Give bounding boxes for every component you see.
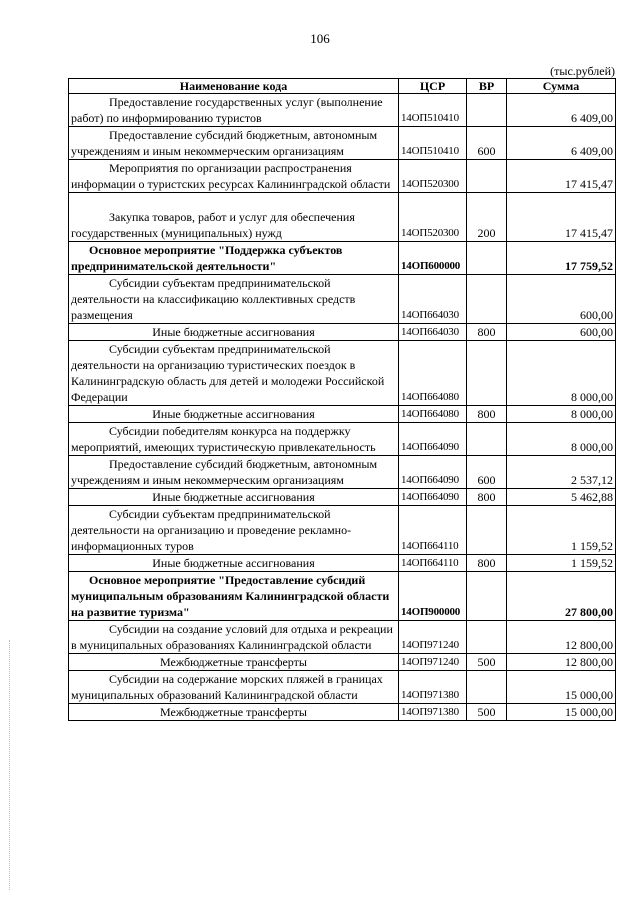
row-name xyxy=(69,127,399,160)
row-name-text: Мероприятия по организации распространения информации о туристских ресурсах Калининградской области xyxy=(71,161,391,191)
row-vr xyxy=(467,242,507,275)
row-name xyxy=(69,456,399,489)
row-sum: 27 800,00 xyxy=(507,572,616,621)
row-code: 14ОП971380 xyxy=(399,704,467,721)
row-name xyxy=(69,671,399,704)
row-name-text: Субсидии на содержание морских пляжей в границах муниципальных образований Калининградской области xyxy=(71,672,383,702)
row-vr: 500 xyxy=(467,704,507,721)
row-vr: 200 xyxy=(467,193,507,242)
table-row xyxy=(69,193,616,242)
row-code: 14ОП664030 xyxy=(399,275,467,324)
row-code: 14ОП900000 xyxy=(399,572,467,621)
row-code: 14ОП520300 xyxy=(399,160,467,193)
row-name-text: Закупка товаров, работ и услуг для обеспечения государственных (муниципальных) нужд xyxy=(71,210,355,240)
table-row xyxy=(69,456,616,489)
row-name xyxy=(69,704,399,721)
row-name-text: Межбюджетные трансферты xyxy=(160,705,307,719)
row-sum: 12 800,00 xyxy=(507,621,616,654)
row-name xyxy=(69,94,399,127)
table-header-row xyxy=(69,79,616,94)
row-name-text: Субсидии субъектам предпринимательской деятельности на организацию туристических поездок в Калининградскую область для детей и молодежи Российской Федерации xyxy=(71,342,385,404)
row-vr xyxy=(467,94,507,127)
table-row xyxy=(69,489,616,506)
row-name xyxy=(69,621,399,654)
row-sum: 12 800,00 xyxy=(507,654,616,671)
row-vr: 600 xyxy=(467,127,507,160)
margin-rule xyxy=(9,640,11,890)
row-vr xyxy=(467,671,507,704)
row-code: 14ОП520300 xyxy=(399,193,467,242)
row-name xyxy=(69,489,399,506)
row-sum: 17 415,47 xyxy=(507,160,616,193)
header-sum: Сумма xyxy=(507,79,616,94)
row-name xyxy=(69,160,399,193)
row-name xyxy=(69,193,399,242)
row-name xyxy=(69,275,399,324)
row-name-text: Предоставление государственных услуг (выполнение работ) по информированию туристов xyxy=(71,95,383,125)
row-name-text: Иные бюджетные ассигнования xyxy=(152,556,315,570)
row-code: 14ОП600000 xyxy=(399,242,467,275)
row-code: 14ОП664110 xyxy=(399,506,467,555)
row-name-text: Субсидии субъектам предпринимательской деятельности на классификацию коллективных средств размещения xyxy=(71,276,356,322)
header-name: Наименование кода xyxy=(69,79,399,94)
row-sum: 17 415,47 xyxy=(507,193,616,242)
row-name-text: Предоставление субсидий бюджетным, автономным учреждениям и иным некоммерческим организациям xyxy=(71,457,378,487)
row-name xyxy=(69,242,399,275)
row-code: 14ОП664030 xyxy=(399,324,467,341)
row-name-text: Иные бюджетные ассигнования xyxy=(152,325,315,339)
table-row xyxy=(69,555,616,572)
row-vr: 800 xyxy=(467,406,507,423)
row-name xyxy=(69,654,399,671)
row-name-text: Основное мероприятие "Предоставление субсидий муниципальным образованиям Калининградской области на развитие туризма" xyxy=(71,573,390,619)
row-name-text: Межбюджетные трансферты xyxy=(160,655,307,669)
row-name xyxy=(69,324,399,341)
row-name-text: Субсидии субъектам предпринимательской деятельности на организацию и проведение рекламно-информационных туров xyxy=(71,507,352,553)
table-row xyxy=(69,324,616,341)
row-sum: 1 159,52 xyxy=(507,506,616,555)
row-vr: 800 xyxy=(467,324,507,341)
table-row xyxy=(69,341,616,406)
row-name xyxy=(69,572,399,621)
row-sum: 6 409,00 xyxy=(507,127,616,160)
row-name-text: Иные бюджетные ассигнования xyxy=(152,407,315,421)
row-name-text: Субсидии на создание условий для отдыха и рекреации в муниципальных образованиях Калининградской области xyxy=(71,622,393,652)
table-body xyxy=(69,94,616,721)
row-code: 14ОП664090 xyxy=(399,489,467,506)
row-code: 14ОП510410 xyxy=(399,94,467,127)
header-vr: ВР xyxy=(467,79,507,94)
row-sum: 600,00 xyxy=(507,324,616,341)
row-sum: 600,00 xyxy=(507,275,616,324)
row-vr: 800 xyxy=(467,555,507,572)
row-code: 14ОП664090 xyxy=(399,423,467,456)
row-name-text: Предоставление субсидий бюджетным, автономным учреждениям и иным некоммерческим организациям xyxy=(71,128,378,158)
row-code: 14ОП971240 xyxy=(399,621,467,654)
row-name-text: Основное мероприятие "Поддержка субъектов предпринимательской деятельности" xyxy=(71,243,343,273)
row-code: 14ОП664090 xyxy=(399,456,467,489)
row-code: 14ОП971240 xyxy=(399,654,467,671)
row-sum: 15 000,00 xyxy=(507,671,616,704)
row-sum: 6 409,00 xyxy=(507,94,616,127)
row-sum: 8 000,00 xyxy=(507,341,616,406)
page-number: 106 xyxy=(310,31,330,46)
row-code: 14ОП664080 xyxy=(399,406,467,423)
row-code: 14ОП971380 xyxy=(399,671,467,704)
table-row xyxy=(69,242,616,275)
row-vr: 600 xyxy=(467,456,507,489)
row-sum: 2 537,12 xyxy=(507,456,616,489)
budget-table xyxy=(68,78,616,721)
row-vr xyxy=(467,506,507,555)
row-sum: 5 462,88 xyxy=(507,489,616,506)
row-vr xyxy=(467,341,507,406)
table-row xyxy=(69,621,616,654)
units-label: (тыс.рублей) xyxy=(550,64,615,78)
row-sum: 8 000,00 xyxy=(507,423,616,456)
row-code: 14ОП510410 xyxy=(399,127,467,160)
table-row xyxy=(69,160,616,193)
row-vr xyxy=(467,621,507,654)
table-row xyxy=(69,406,616,423)
row-vr: 500 xyxy=(467,654,507,671)
row-name xyxy=(69,423,399,456)
row-vr xyxy=(467,572,507,621)
row-vr: 800 xyxy=(467,489,507,506)
row-name-text: Субсидии победителям конкурса на поддержку мероприятий, имеющих туристическую привлекательность xyxy=(71,424,376,454)
row-sum: 17 759,52 xyxy=(507,242,616,275)
row-name xyxy=(69,506,399,555)
row-name xyxy=(69,406,399,423)
header-code: ЦСР xyxy=(399,79,467,94)
table-row xyxy=(69,423,616,456)
table-row xyxy=(69,671,616,704)
row-sum: 1 159,52 xyxy=(507,555,616,572)
row-vr xyxy=(467,160,507,193)
row-vr xyxy=(467,275,507,324)
table-row xyxy=(69,275,616,324)
row-sum: 8 000,00 xyxy=(507,406,616,423)
row-name xyxy=(69,341,399,406)
table-row xyxy=(69,94,616,127)
row-code: 14ОП664110 xyxy=(399,555,467,572)
row-code: 14ОП664080 xyxy=(399,341,467,406)
table-row xyxy=(69,654,616,671)
row-name xyxy=(69,555,399,572)
row-name-text: Иные бюджетные ассигнования xyxy=(152,490,315,504)
row-sum: 15 000,00 xyxy=(507,704,616,721)
table-row xyxy=(69,572,616,621)
row-vr xyxy=(467,423,507,456)
table-row xyxy=(69,704,616,721)
table-row xyxy=(69,127,616,160)
table-row xyxy=(69,506,616,555)
